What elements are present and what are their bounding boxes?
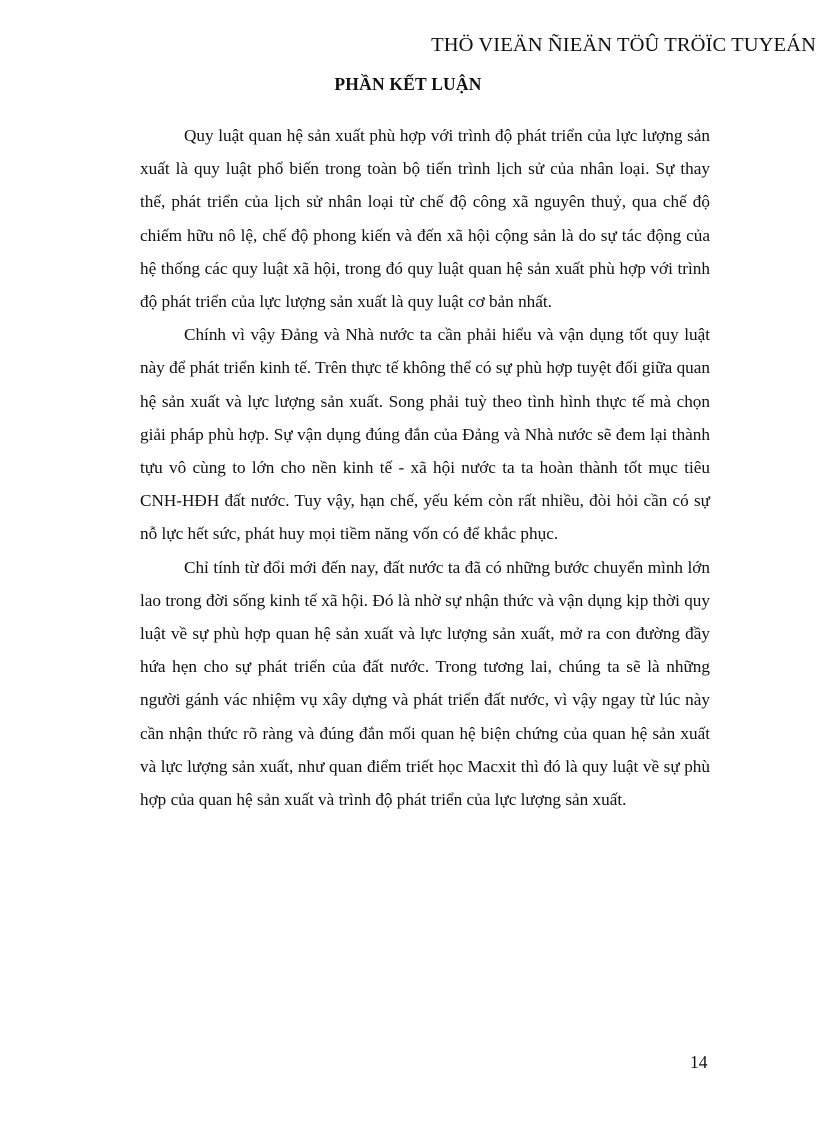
paragraph-3: Chỉ tính từ đổi mới đến nay, đất nước ta đã có những bước chuyển mình lớn lao trong đời sống kinh tế xã hội. Đó là nhờ sự nhận thức và vận dụng kịp thời quy luật về sự phù hợp quan hệ sản xuất và lực lượng sản xuất, mở ra con đường đầy hứa hẹn cho sự phát triển của đất nước. Trong tương lai, chúng ta sẽ là những người gánh vác nhiệm vụ xây dựng và phát triển đất nước, vì vậy ngay từ lúc này cần nhận thức rõ ràng và đúng đắn mối quan hệ biện chứng của quan hệ sản xuất và lực lượng sản xuất, như quan điểm triết học Macxit thì đó là quy luật về sự phù hợp của quan hệ sản xuất và trình độ phát triển của lực lượng sản xuất. bbox=[140, 557, 710, 810]
paragraph-1: Quy luật quan hệ sản xuất phù hợp với trình độ phát triển của lực lượng sản xuất là quy luật phổ biến trong toàn bộ tiến trình lịch sử của nhân loại. Sự thay thế, phát triển của lịch sử nhân loại từ chế độ công xã nguyên thuỷ, qua chế độ chiếm hữu nô lệ, chế độ phong kiến và đến xã hội cộng sản là do sự tác động của hệ thống các quy luật xã hội, trong đó quy luật quan hệ sản xuất phù hợp với trình độ phát triển của lực lượng sản xuất là quy luật cơ bản nhất. bbox=[140, 126, 710, 312]
running-header: THÖ VIEÄN ÑIEÄN TÖÛ TRÖÏC TUYEÁN bbox=[431, 34, 816, 56]
paragraph-2: Chính vì vậy Đảng và Nhà nước ta cần phải hiểu và vận dụng tốt quy luật này để phát triển kinh tế. Trên thực tế không thể có sự phù hợp tuyệt đối giữa quan hệ sản xuất và lực lượng sản xuất. Song phải tuỳ theo tình hình thực tế mà chọn giải pháp phù hợp. Sự vận dụng đúng đắn của Đảng và Nhà nước sẽ đem lại thành tựu vô cùng to lớn cho nền kinh tế - xã hội nước ta ta hoàn thành tốt mục tiêu CNH-HĐH đất nước. Tuy vậy, hạn chế, yếu kém còn rất nhiều, đòi hỏi cần có sự nỗ lực hết sức, phát huy mọi tiềm năng vốn có để khắc phục. bbox=[140, 325, 710, 544]
page-number: 14 bbox=[690, 1052, 708, 1072]
body-text bbox=[140, 119, 710, 816]
section-title: PHẦN KẾT LUẬN bbox=[334, 74, 482, 94]
